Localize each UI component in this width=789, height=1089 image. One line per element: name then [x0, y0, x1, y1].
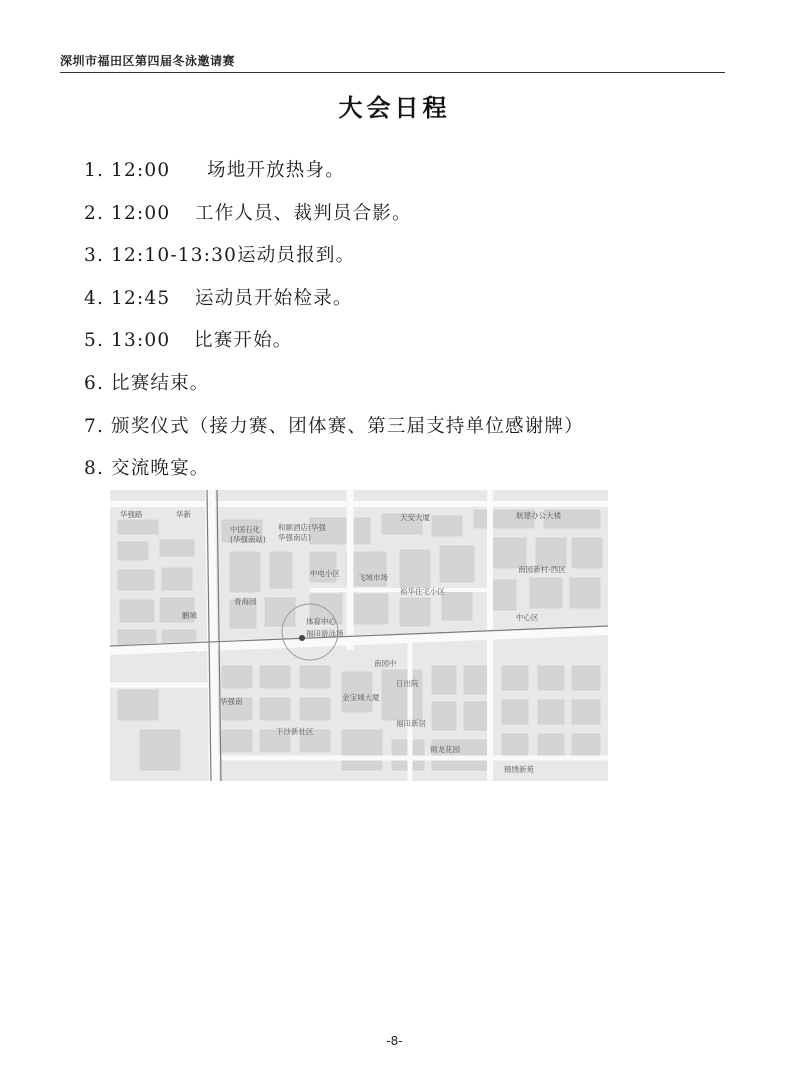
schedule-item — [84, 156, 584, 199]
map-label: 华强南 — [220, 697, 243, 706]
item-text: 比赛结束。 — [111, 372, 210, 394]
item-number: 4. — [84, 287, 105, 309]
page-number: -8- — [386, 1034, 403, 1048]
item-text: 工作人员、裁判员合影。 — [195, 202, 412, 224]
map-label: 鹏城 — [182, 611, 197, 620]
item-number: 6. — [84, 372, 105, 394]
location-map — [110, 490, 608, 781]
page-header — [60, 48, 725, 73]
item-time: 12:00 — [111, 202, 171, 224]
item-text: 交流晚宴。 — [111, 458, 210, 480]
map-label: 锦绣新苑 — [504, 765, 534, 774]
schedule-item — [84, 369, 584, 412]
page-title: 大会日程 — [338, 94, 451, 122]
map-label: 体育中心 — [306, 617, 336, 626]
item-text: 运动员开始检录。 — [195, 287, 353, 309]
map-label: 福田新居 — [396, 719, 426, 728]
schedule-item — [84, 241, 584, 284]
map-graphic — [110, 490, 608, 781]
schedule-item — [84, 199, 584, 242]
map-label: 中国石化 — [230, 525, 260, 534]
item-text: 场地开放热身。 — [207, 160, 345, 181]
item-time: 12:10-13:30 — [111, 245, 238, 267]
schedule-item — [84, 412, 584, 455]
map-label: 南园中 — [374, 659, 397, 668]
schedule-item — [84, 326, 584, 369]
map-label: 和颐酒店(华强 — [278, 523, 326, 532]
item-text: 比赛开始。 — [194, 330, 293, 352]
map-label: 日出院 — [396, 679, 419, 688]
item-number: 1. — [84, 160, 105, 181]
item-time: 13:00 — [111, 330, 171, 352]
map-label: 金宝城大厦 — [342, 693, 380, 702]
map-label: 锦龙花园 — [430, 745, 460, 754]
map-label: 南园新村-西区 — [518, 565, 566, 574]
item-number: 2. — [84, 202, 105, 224]
map-label: 华强南店) — [278, 533, 311, 542]
item-number: 5. — [84, 330, 105, 352]
map-label: 中电小区 — [310, 569, 340, 578]
schedule-item — [84, 284, 584, 327]
map-label: 青海园 — [234, 597, 257, 606]
map-label: 裕华住宅小区 — [400, 587, 445, 596]
map-label: 下沙新社区 — [276, 727, 314, 736]
item-text: 颁奖仪式（接力赛、团体赛、第三届支持单位感谢牌） — [111, 415, 584, 437]
item-number: 3. — [84, 245, 105, 267]
item-time: 12:00 — [111, 160, 171, 181]
map-label: 中心区 — [516, 613, 539, 622]
header-title: 深圳市福田区第四届冬泳邀请赛 — [60, 54, 236, 68]
item-number: 7. — [84, 415, 105, 437]
schedule-list — [84, 156, 584, 497]
map-label: 华新 — [176, 510, 191, 519]
map-label: 华强路 — [120, 510, 143, 519]
item-text: 运动员报到。 — [237, 245, 356, 267]
item-number: 8. — [84, 458, 105, 480]
map-label: 飞域市场 — [358, 573, 388, 582]
map-label: 天安大厦 — [400, 513, 430, 522]
item-time: 12:45 — [111, 287, 171, 309]
map-label: (华强南站) — [230, 535, 266, 544]
map-label: 福田游泳场 — [306, 629, 344, 638]
map-label: 航建办公大楼 — [516, 511, 561, 520]
